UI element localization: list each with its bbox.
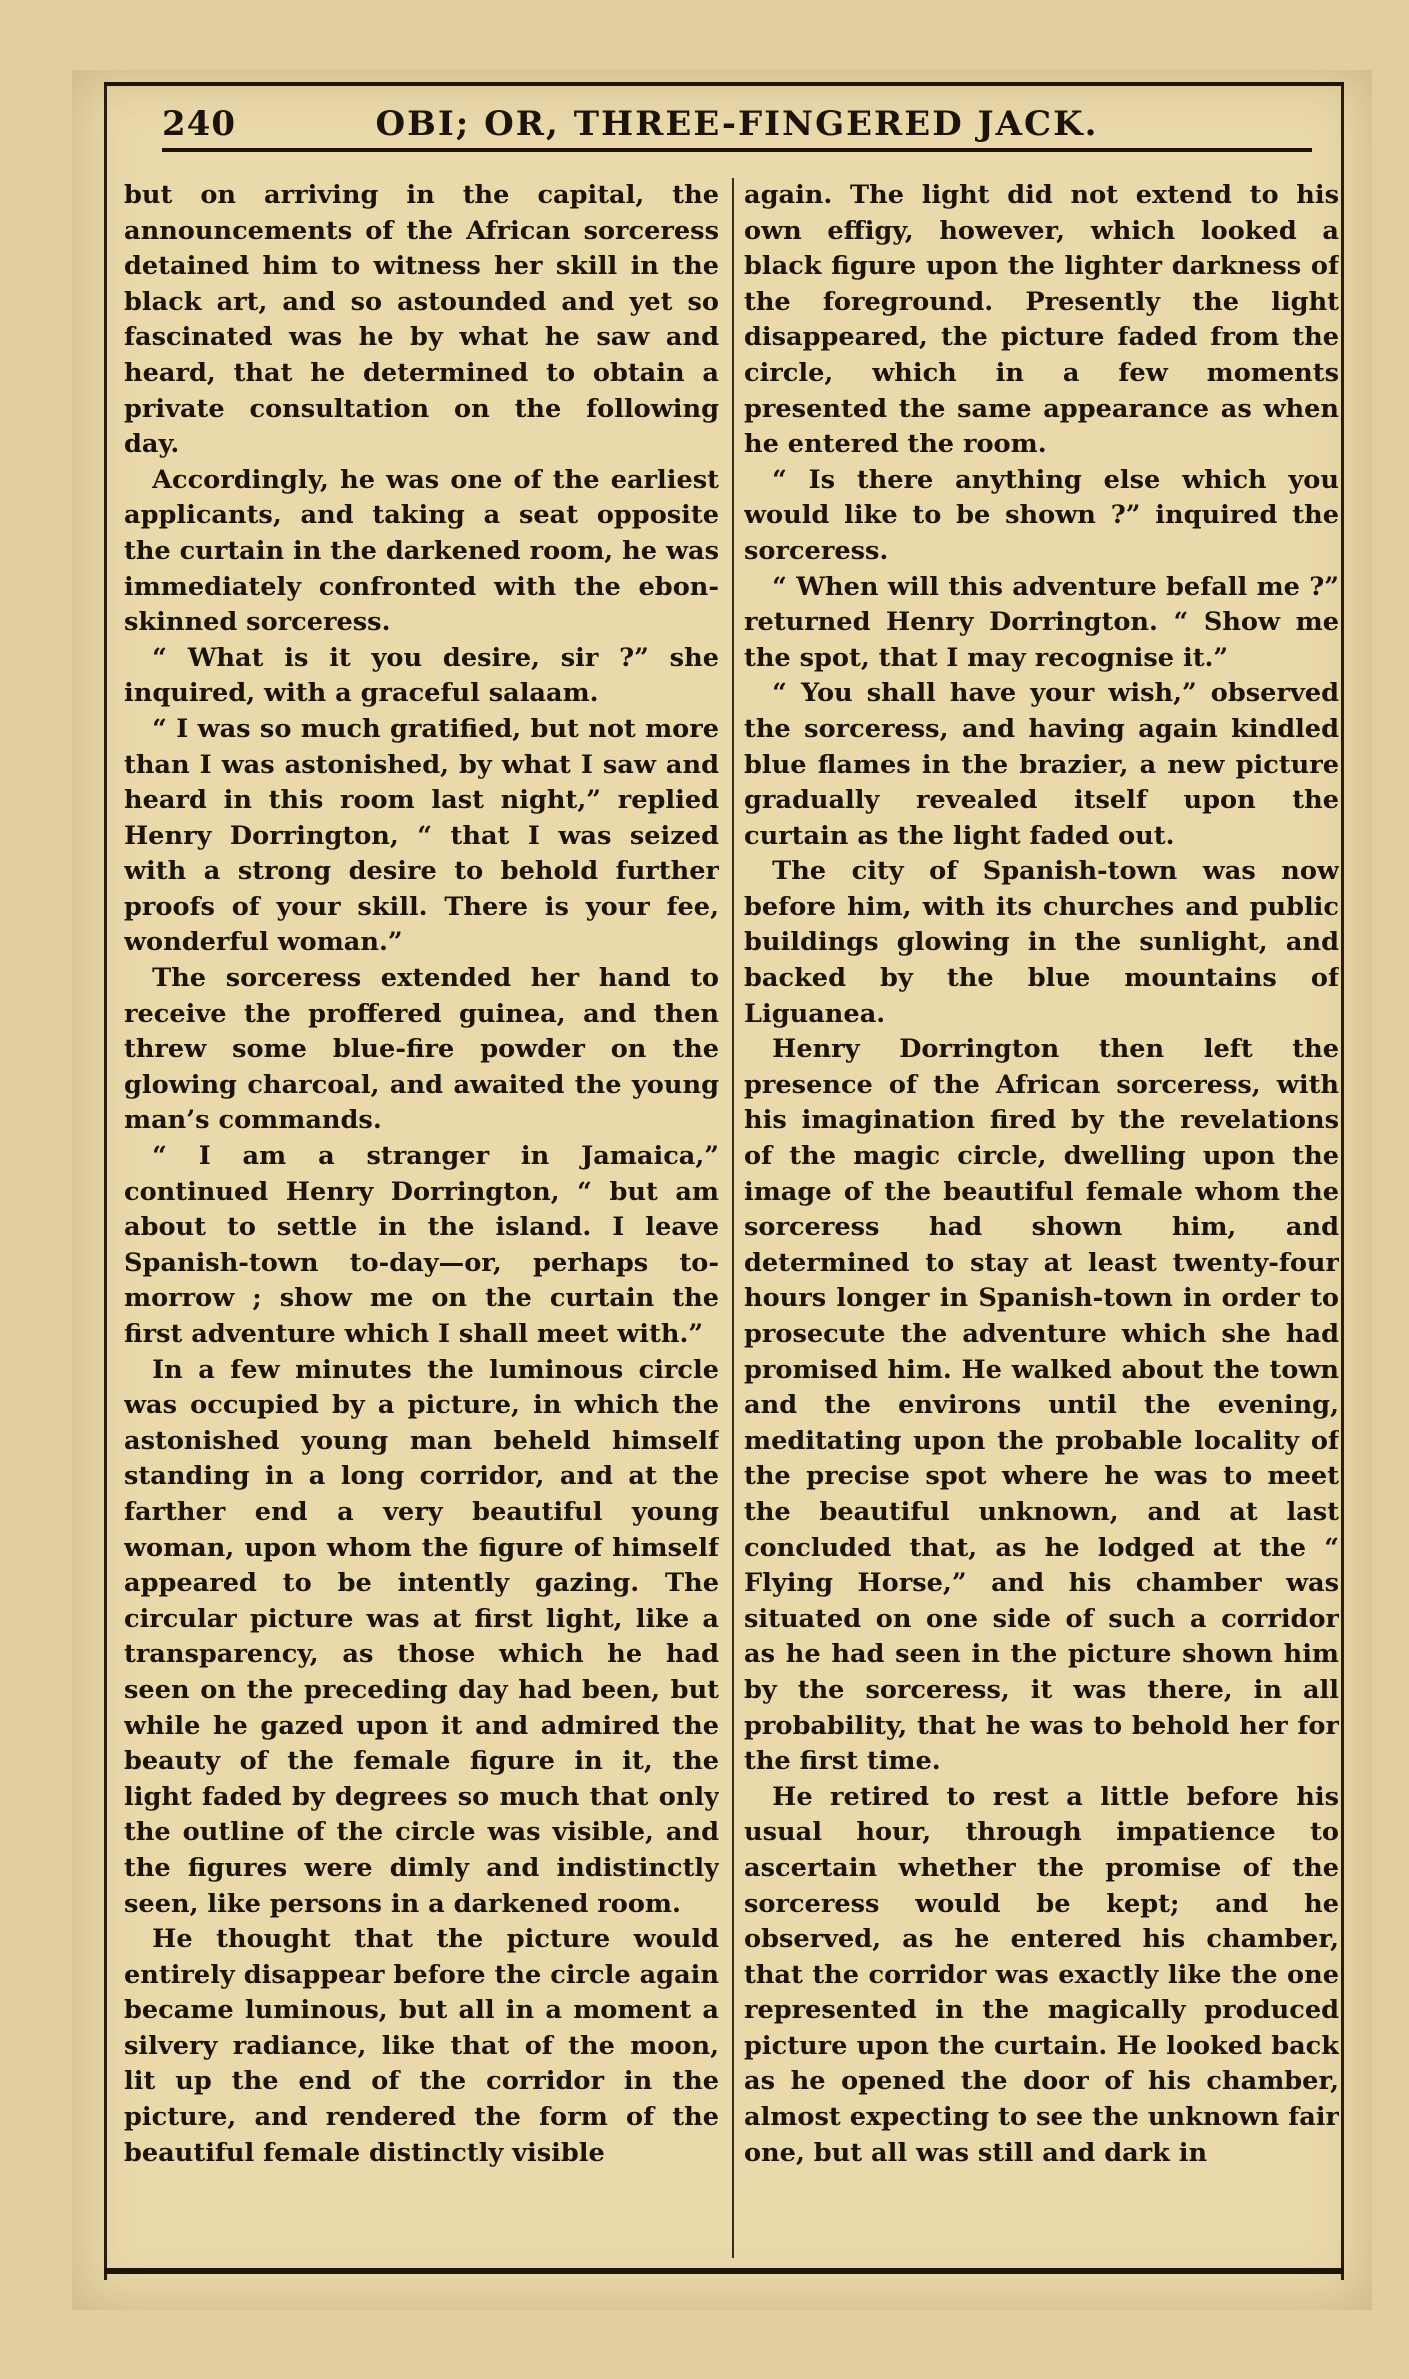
paragraph: He retired to rest a little before his usual hour, through impatience to ascertain whether the promise of the sorceress would be kept; and he observed, as he entered his chamber, that the corridor was exactly like the one represented in the magically produced picture upon the curtain. He looked back as he opened the door of his chamber, almost expecting to see the unknown fair one, but all was still and dark in — [744, 1781, 1339, 2168]
paragraph: The sorceress extended her hand to receive the proffered guinea, and then threw some blue-fire powder on the glowing charcoal, and awaited the young man’s commands. — [124, 963, 719, 1136]
newspaper-page — [72, 70, 1372, 2310]
paragraph: In a few minutes the luminous circle was occupied by a picture, in which the astonished young man beheld himself standing in a long corridor, and at the farther end a very beautiful young woman, upon whom the figure of himself appeared to be intently gazing. The circular picture was at first light, like a transparency, as those which he had seen on the preceding day had been, but while he gazed upon it and admired the beauty of the female figure in it, the light faded by degrees so much that only the outline of the circle was visible, and the figures were dimly and indistinctly seen, like persons in a darkened room. — [124, 1354, 719, 1919]
page-header — [162, 104, 1312, 148]
column-divider — [732, 178, 734, 2258]
paragraph: “ What is it you desire, sir ?” she inquired, with a graceful salaam. — [124, 642, 719, 709]
paragraph: “ When will this adventure befall me ?” returned Henry Dorrington. “ Show me the spot, that I may recognise it.” — [744, 571, 1339, 673]
paragraph: but on arriving in the capital, the announcements of the African sorceress detained him to witness her skill in the black art, and so astounded and yet so fascinated was he by what he saw and heard, that he determined to obtain a private consultation on the following day. — [124, 180, 719, 460]
bottom-rule — [104, 2268, 1344, 2274]
paragraph: “ I was so much gratified, but not more than I was astonished, by what I saw and heard in this room last night,” replied Henry Dorrington, “ that I was seized with a strong desire to behold further proofs of your skill. There is your fee, wonderful woman.” — [124, 713, 719, 958]
header-rule — [162, 148, 1312, 152]
paragraph: Accordingly, he was one of the earliest applicants, and taking a seat opposite the curtain in the darkened room, he was immediately confronted with the ebon-skinned sorceress. — [124, 464, 719, 638]
paragraph: “ Is there anything else which you would like to be shown ?” inquired the sorceress. — [744, 464, 1339, 566]
paragraph: He thought that the picture would entirely disappear before the circle again became luminous, but all in a moment a silvery radiance, like that of the moon, lit up the end of the corridor in the picture, and rendered the form of the beautiful female distinctly visible — [124, 1924, 719, 2168]
paragraph: “ You shall have your wish,” observed the sorceress, and having again kindled blue flames in the brazier, a new picture gradually revealed itself upon the curtain as the light faded out. — [744, 678, 1339, 851]
right-column — [744, 178, 1339, 2258]
paragraph: “ I am a stranger in Jamaica,” continued Henry Dorrington, “ but am about to settle in the island. I leave Spanish-town to-day—or, perhaps to-morrow ; show me on the curtain the first adventure which I shall meet with.” — [124, 1141, 719, 1349]
left-column — [124, 178, 719, 2258]
page-number: 240 — [162, 104, 236, 144]
paragraph: The city of Spanish-town was now before him, with its churches and public buildings glowing in the sunlight, and backed by the blue mountains of Liguanea. — [744, 856, 1339, 1029]
paragraph: Henry Dorrington then left the presence of the African sorceress, with his imagination fired by the revelations of the magic circle, dwelling upon the image of the beautiful female whom the sorceress had shown him, and determined to stay at least twenty-four hours longer in Spanish-town in order to prosecute the adventure which she had promised him. He walked about the town and the environs until the evening, meditating upon the probable locality of the precise spot where he was to meet the beautiful unknown, and at last concluded that, as he lodged at the “ Flying Horse,” and his chamber was situated on one side of such a corridor as he had seen in the picture shown him by the sorceress, it was there, in all probability, that he was to behold her for the first time. — [744, 1034, 1339, 1777]
running-title: OBI; OR, THREE-FINGERED JACK. — [375, 104, 1099, 144]
paragraph: again. The light did not extend to his own effigy, however, which looked a black figure upon the lighter darkness of the foreground. Presently the light disappeared, the picture faded from the circle, which in a few moments presented the same appearance as when he entered the room. — [744, 180, 1339, 460]
top-rule — [104, 82, 1344, 86]
